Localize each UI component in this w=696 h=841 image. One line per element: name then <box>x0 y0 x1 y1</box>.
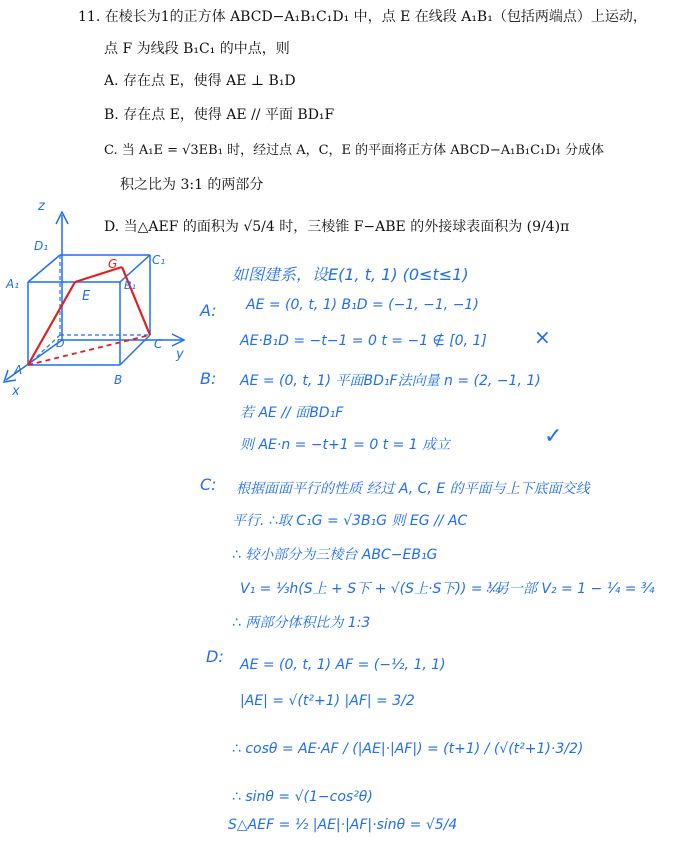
part-a-label: A: <box>200 301 217 320</box>
part-a-line-1: AE = (0, t, 1) B₁D = (−1, −1, −1) <box>246 297 479 313</box>
label-b: B <box>114 373 123 387</box>
part-b-line-2: 若 AE // 面BD₁F <box>240 405 344 421</box>
option-c-line-2: 积之比为 3:1 的两部分 <box>120 177 264 193</box>
part-c-line-4: V₁ = ⅓h(S上 + S下 + √(S上·S下)) = ¼ <box>240 581 501 597</box>
label-b1: B₁ <box>124 279 136 292</box>
label-g: G <box>108 257 118 271</box>
part-a-line-2: AE·B₁D = −t−1 = 0 t = −1 ∉ [0, 1] <box>240 333 487 349</box>
option-b: B. 存在点 E，使得 AE // 平面 BD₁F <box>104 107 335 123</box>
part-b-line-1: AE = (0, t, 1) 平面BD₁F法向量 n = (2, −1, 1) <box>240 373 541 389</box>
label-a1: A₁ <box>6 277 20 291</box>
part-c-line-4b: ∴另一部 V₂ = 1 − ¼ = ¾ <box>486 581 655 597</box>
label-d1: D₁ <box>34 239 49 253</box>
part-b-check-mark: ✓ <box>544 424 563 449</box>
label-a: A <box>14 363 23 377</box>
option-d: D. 当△AEF 的面积为 √5/4 时，三棱锥 F−ABE 的外接球表面积为 (9/4)π <box>104 219 570 235</box>
part-d-line-3: ∴ cosθ = AE·AF / (|AE|·|AF|) = (t+1) / (√(t²+1)·3/2) <box>232 741 584 757</box>
part-c-line-2: 平行. ∴取 C₁G = √3B₁G 则 EG // AC <box>232 513 468 529</box>
label-e: E <box>82 289 91 304</box>
part-d-line-4: ∴ sinθ = √(1−cos²θ) <box>232 789 373 805</box>
part-b-label: B: <box>200 369 217 388</box>
part-c-line-1: 根据面面平行的性质 经过 A, C, E 的平面与上下底面交线 <box>236 481 590 497</box>
problem-number: 11. <box>78 9 101 25</box>
solution-setup: 如图建系，设E(1, t, 1) (0≤t≤1) <box>232 265 469 284</box>
option-c-line-1: C. 当 A₁E = √3EB₁ 时，经过点 A，C，E 的平面将正方体 ABCD−A₁B₁C₁D₁ 分成体 <box>104 143 605 158</box>
part-d-line-1: AE = (0, t, 1) AF = (−½, 1, 1) <box>240 657 446 673</box>
part-d-line-5: S△AEF = ½ |AE|·|AF|·sinθ = √5/4 <box>228 817 458 833</box>
label-z: z <box>38 199 45 214</box>
part-c-line-3: ∴ 较小部分为三棱台 ABC−EB₁G <box>232 547 438 563</box>
label-x: x <box>12 384 20 399</box>
part-c-line-5: ∴ 两部分体积比为 1:3 <box>232 615 371 631</box>
label-c: C <box>154 337 163 351</box>
label-d: D <box>56 337 65 350</box>
part-d-label: D: <box>206 647 224 666</box>
problem-stem-line-2: 点 F 为线段 B₁C₁ 的中点，则 <box>104 41 290 57</box>
cube-edges <box>28 255 150 365</box>
part-b-line-3: 则 AE·n = −t+1 = 0 t = 1 成立 <box>240 437 451 453</box>
label-c1: C₁ <box>152 253 166 267</box>
label-y: y <box>176 347 184 362</box>
cube-figure <box>0 190 200 400</box>
part-d-line-2: |AE| = √(t²+1) |AF| = 3/2 <box>240 693 415 709</box>
option-a: A. 存在点 E，使得 AE ⊥ B₁D <box>104 73 296 89</box>
part-a-cross-mark: × <box>534 325 551 349</box>
part-c-label: C: <box>200 475 217 494</box>
problem-stem: 在棱长为1的正方体 ABCD−A₁B₁C₁D₁ 中，点 E 在线段 A₁B₁（包括两端点）上运动， <box>104 9 647 25</box>
problem-stem-line-1 <box>78 8 647 26</box>
